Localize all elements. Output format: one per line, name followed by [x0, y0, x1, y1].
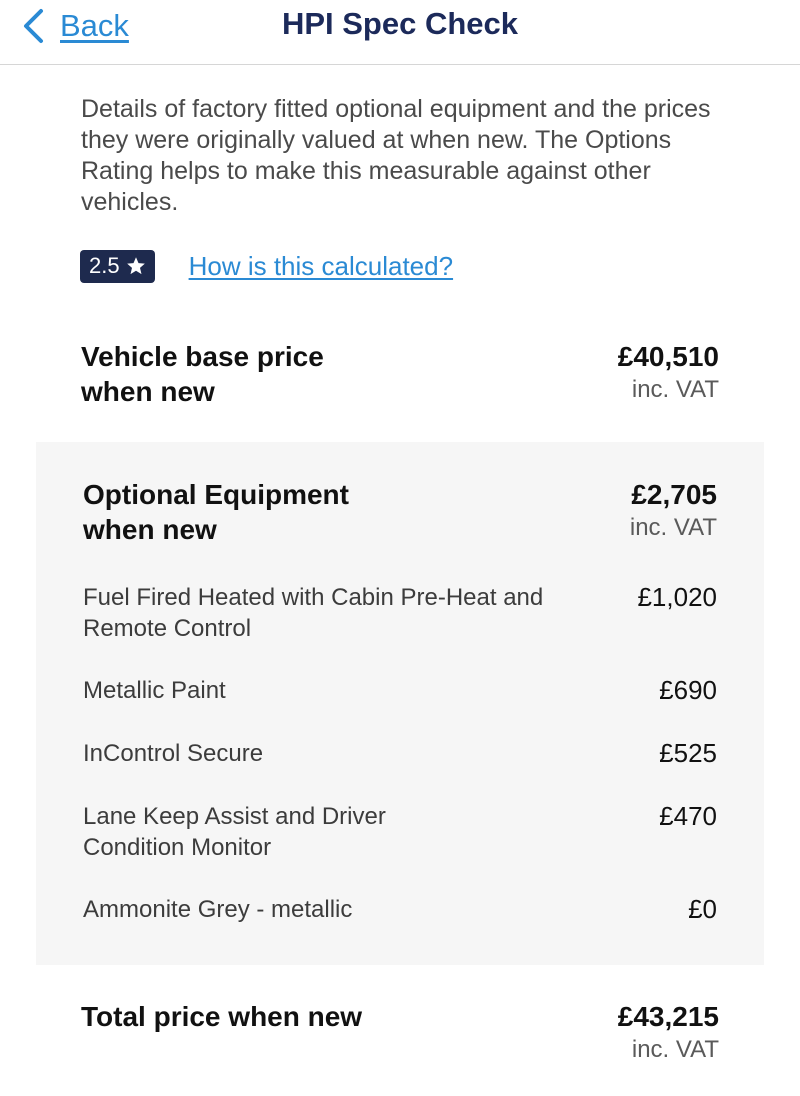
list-item	[83, 801, 717, 865]
list-item	[83, 894, 717, 926]
base-price-title: Vehicle base price when new	[81, 341, 324, 407]
list-item	[83, 675, 717, 707]
option-name: InControl Secure	[83, 740, 264, 767]
option-price: £525	[659, 738, 717, 768]
option-price: £470	[659, 801, 717, 831]
list-item	[83, 738, 717, 770]
base-price-amount: £40,510	[617, 341, 719, 372]
option-price: £1,020	[637, 582, 717, 612]
rating-row	[80, 248, 453, 284]
how-calculated-link[interactable]: How is this calculated?	[188, 250, 454, 281]
list-item	[83, 582, 717, 646]
option-name: Metallic Paint	[83, 677, 226, 704]
rating-value: 2.5	[89, 253, 120, 278]
optional-equipment-header	[83, 477, 717, 557]
option-price: £690	[659, 675, 717, 705]
total-price-amount: £43,215	[617, 1001, 719, 1032]
total-price-section	[81, 999, 719, 1079]
intro-description: Details of factory fitted optional equipment and the prices they were originally valued at when new. The Options Rating helps to make this measurable against other vehicles.	[81, 95, 711, 216]
optional-equipment-vat: inc. VAT	[629, 514, 717, 541]
options-rating-badge	[80, 250, 155, 283]
total-price-vat: inc. VAT	[631, 1036, 719, 1063]
optional-equipment-title: Optional Equipment when new	[83, 479, 349, 545]
option-price: £0	[688, 894, 717, 924]
navigation-bar	[0, 0, 800, 65]
optional-equipment-panel	[36, 442, 764, 965]
option-name: Ammonite Grey - metallic	[83, 896, 353, 923]
base-price-section	[81, 339, 719, 419]
base-price-vat: inc. VAT	[631, 376, 719, 403]
option-name: Fuel Fired Heated with Cabin Pre-Heat and Remote Control	[83, 584, 544, 642]
page-title: HPI Spec Check	[281, 6, 519, 41]
total-price-title: Total price when new	[81, 1001, 363, 1032]
back-label: Back	[60, 8, 129, 43]
optional-equipment-amount: £2,705	[631, 479, 717, 510]
star-icon	[126, 256, 146, 276]
option-name: Lane Keep Assist and Driver Condition Monitor	[83, 803, 386, 861]
